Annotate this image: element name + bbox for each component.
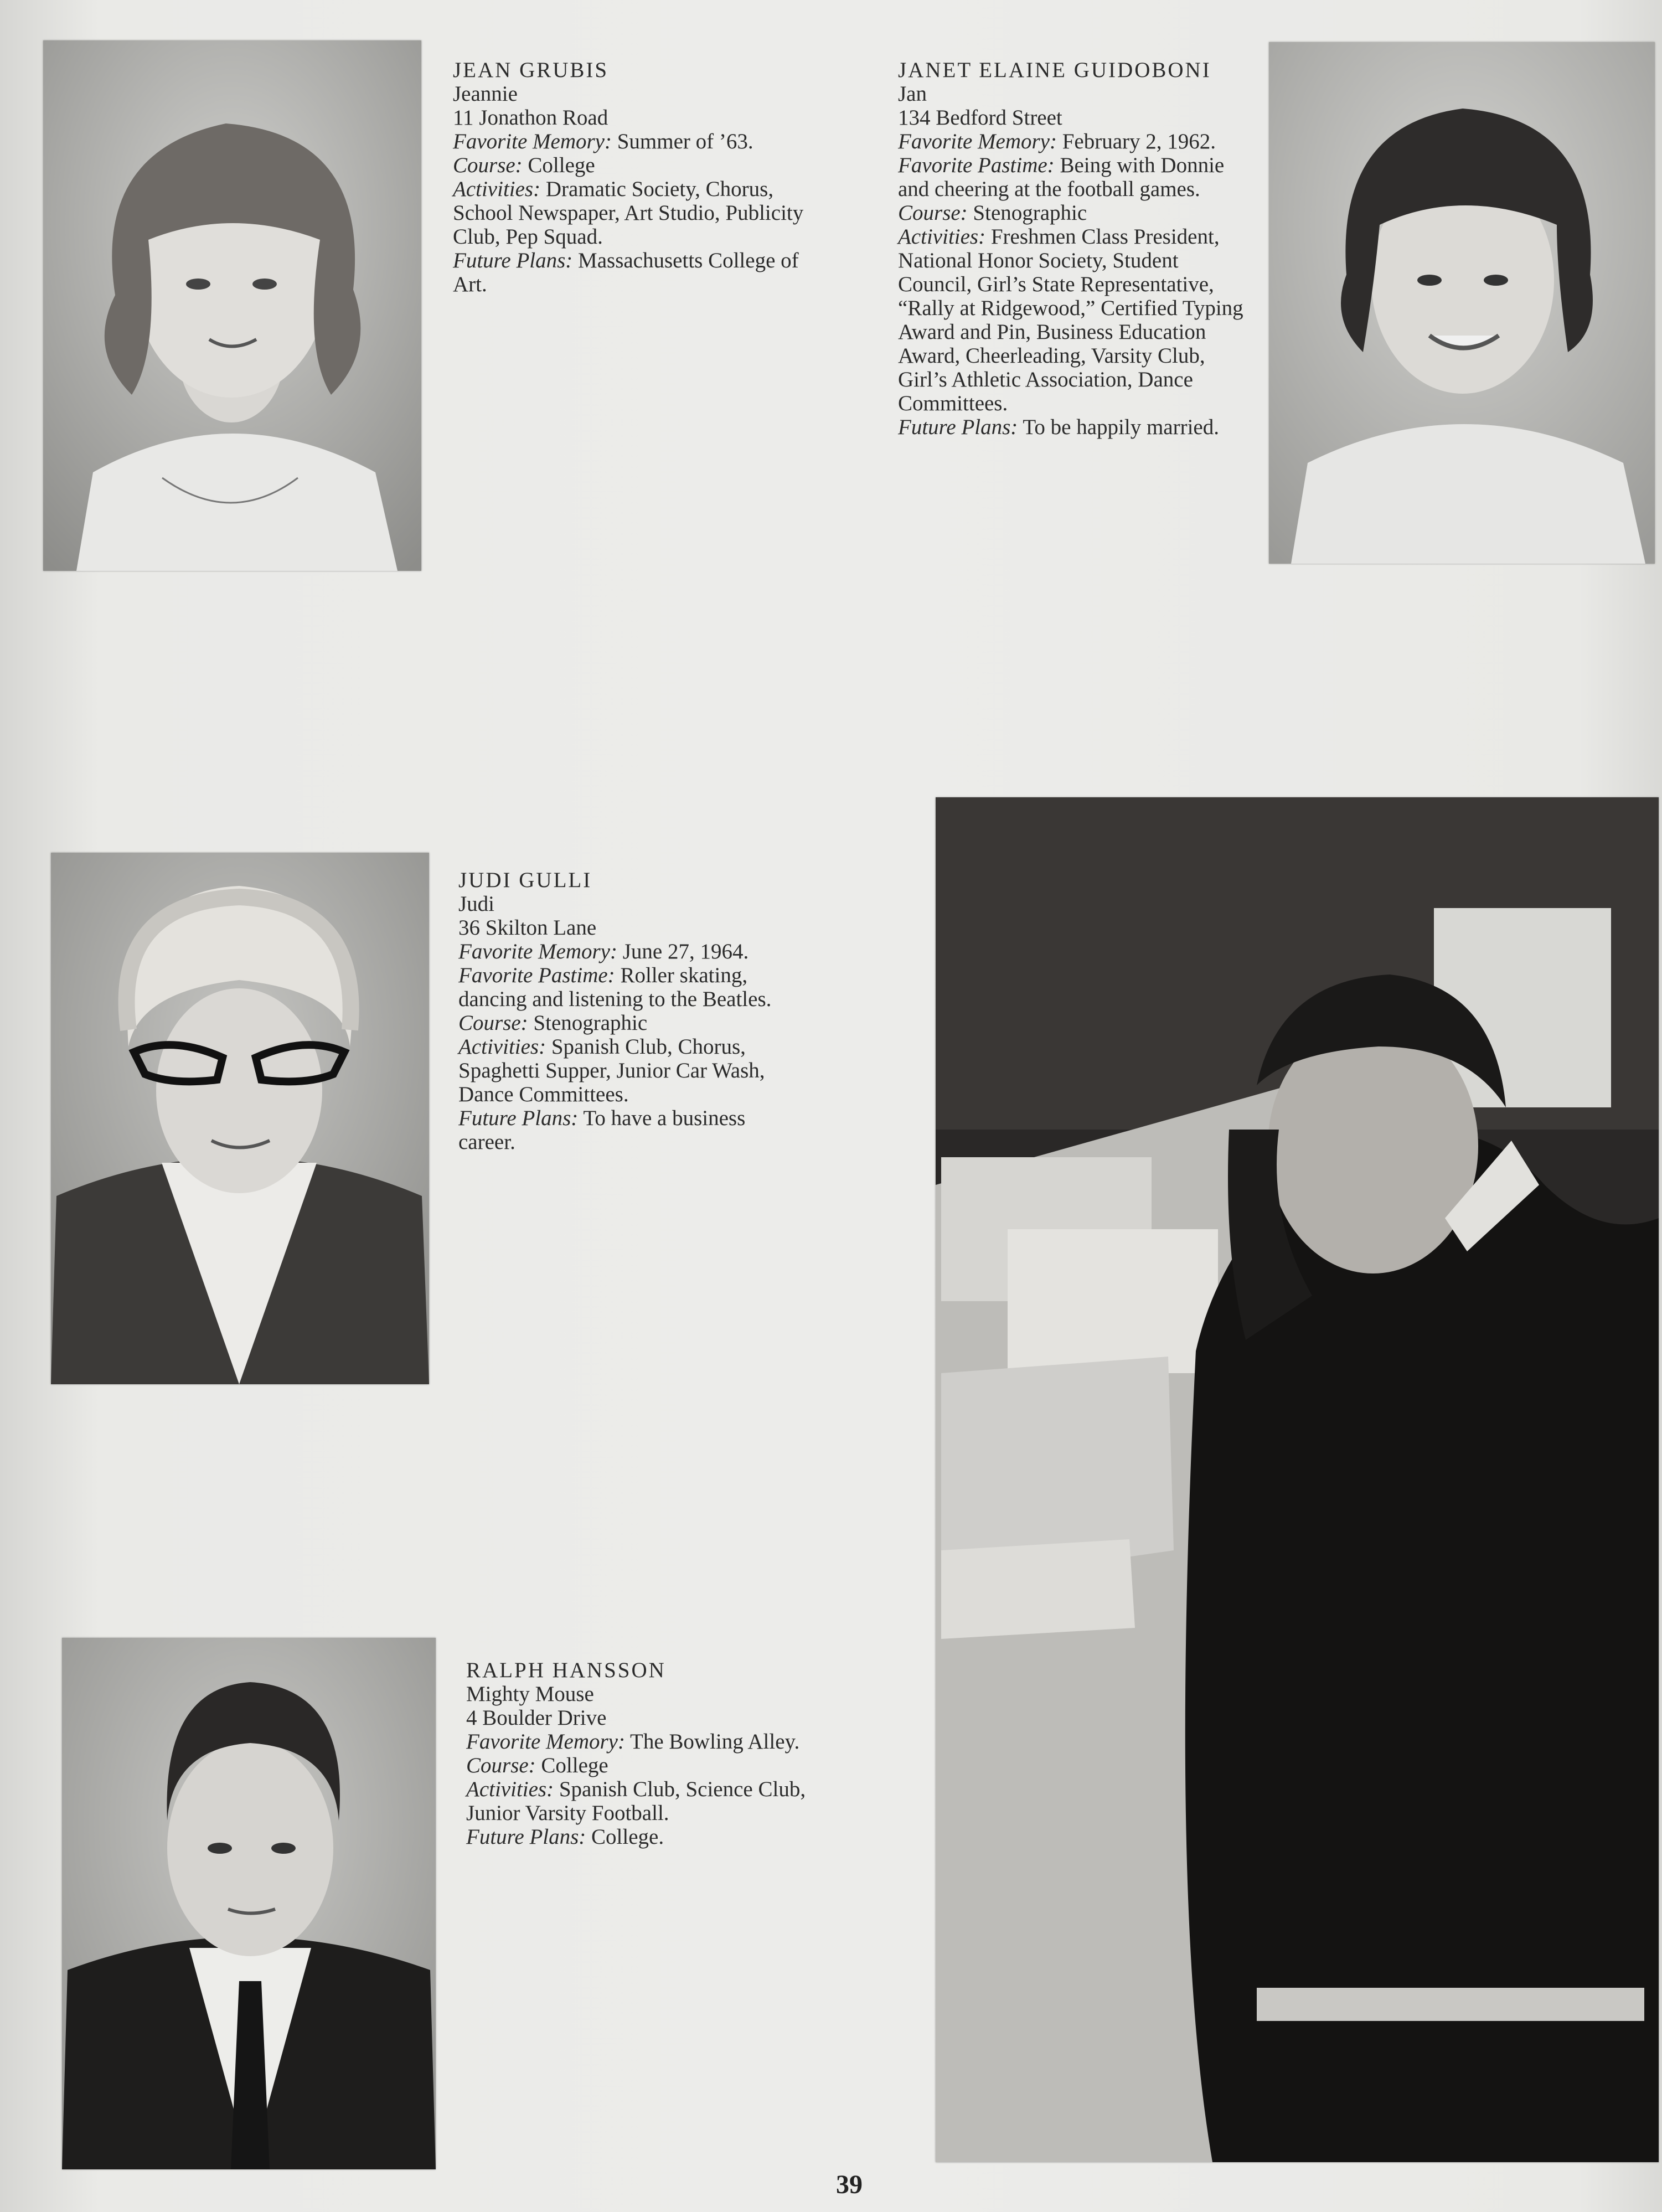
- field-activities: [466, 1777, 809, 1825]
- page-number: 39: [836, 2170, 863, 2199]
- portrait-janet-guidoboni: [1269, 42, 1655, 564]
- portrait-judi-gulli: [51, 853, 429, 1384]
- field-label: Activities:: [466, 1777, 554, 1801]
- field-favorite-memory: [466, 1730, 809, 1754]
- student-address: 36 Skilton Lane: [458, 916, 597, 940]
- field-course: [898, 201, 1252, 225]
- field-label: Favorite Memory:: [466, 1730, 625, 1754]
- field-value: College: [535, 1754, 608, 1777]
- field-label: Favorite Pastime:: [458, 963, 615, 987]
- field-label: Course:: [898, 201, 968, 225]
- field-future-plans: [453, 249, 807, 296]
- field-course: [458, 1011, 807, 1035]
- field-value: College: [522, 153, 595, 177]
- field-future-plans: [898, 415, 1252, 439]
- field-value: The Bowling Alley.: [624, 1730, 800, 1754]
- student-entry-janet-guidoboni: [898, 58, 1252, 439]
- field-label: Activities:: [453, 177, 541, 201]
- field-label: Course:: [458, 1011, 528, 1035]
- field-value: Freshmen Class President, National Honor Society, Student Council, Girl’s State Representative, “Rally at Ridgewood,” Certified Typing Award and Pin, Business Education Award, Cheerleading, Varsity Club, Girl’s Athletic Association, Dance Committees.: [898, 225, 1243, 415]
- field-value: Roller skating, dancing and listening to the Beatles.: [458, 963, 772, 1011]
- field-favorite-pastime: [458, 963, 807, 1011]
- field-label: Future Plans:: [466, 1825, 586, 1849]
- field-label: Favorite Memory:: [898, 130, 1057, 153]
- field-label: Activities:: [458, 1035, 546, 1059]
- field-label: Favorite Memory:: [458, 940, 617, 963]
- field-future-plans: [458, 1106, 807, 1154]
- portrait-jean-grubis: [43, 40, 421, 571]
- student-address: 11 Jonathon Road: [453, 106, 608, 130]
- field-value: Spanish Club, Chorus, Spaghetti Supper, Junior Car Wash, Dance Committees.: [458, 1035, 765, 1106]
- field-label: Favorite Memory:: [453, 130, 612, 153]
- field-course: [466, 1754, 809, 1777]
- field-course: [453, 153, 807, 177]
- field-label: Activities:: [898, 225, 986, 249]
- field-favorite-memory: [898, 130, 1252, 153]
- field-value: Stenographic: [967, 201, 1087, 225]
- field-label: Course:: [453, 153, 523, 177]
- field-favorite-memory: [453, 130, 807, 153]
- field-value: June 27, 1964.: [617, 940, 749, 963]
- field-label: Course:: [466, 1754, 536, 1777]
- field-activities: [458, 1035, 807, 1106]
- field-future-plans: [466, 1825, 809, 1849]
- field-activities: [453, 177, 807, 249]
- student-nickname: Jeannie: [453, 82, 518, 106]
- field-label: Future Plans:: [458, 1106, 579, 1130]
- student-name: JANET ELAINE GUIDOBONI: [898, 58, 1211, 82]
- student-nickname: Jan: [898, 82, 927, 106]
- student-entry-jean-grubis: [453, 58, 807, 296]
- field-value: Being with Donnie and cheering at the football games.: [898, 153, 1225, 201]
- portrait-ralph-hansson: [62, 1638, 436, 2169]
- student-name: RALPH HANSSON: [466, 1658, 666, 1682]
- field-value: Spanish Club, Science Club, Junior Varsity Football.: [466, 1777, 806, 1825]
- student-nickname: Judi: [458, 892, 495, 916]
- field-value: College.: [586, 1825, 664, 1849]
- field-favorite-memory: [458, 940, 807, 963]
- candid-photo-student-studying: [936, 797, 1659, 2162]
- field-label: Future Plans:: [898, 415, 1018, 439]
- field-label: Future Plans:: [453, 249, 573, 272]
- student-entry-ralph-hansson: [466, 1658, 809, 1849]
- student-entry-judi-gulli: [458, 868, 807, 1154]
- field-label: Favorite Pastime:: [898, 153, 1055, 177]
- field-value: Stenographic: [528, 1011, 648, 1035]
- field-value: Summer of ’63.: [611, 130, 753, 153]
- field-value: Dramatic Society, Chorus, School Newspaper, Art Studio, Publicity Club, Pep Squad.: [453, 177, 804, 249]
- field-value: To be happily married.: [1018, 415, 1219, 439]
- field-activities: [898, 225, 1252, 415]
- student-nickname: Mighty Mouse: [466, 1682, 594, 1706]
- field-value: To have a business career.: [458, 1106, 746, 1154]
- field-favorite-pastime: [898, 153, 1252, 201]
- student-name: JEAN GRUBIS: [453, 58, 609, 82]
- field-value: Massachusetts College of Art.: [453, 249, 799, 296]
- student-name: JUDI GULLI: [458, 868, 592, 892]
- student-address: 134 Bedford Street: [898, 106, 1062, 130]
- field-value: February 2, 1962.: [1056, 130, 1216, 153]
- student-address: 4 Boulder Drive: [466, 1706, 607, 1730]
